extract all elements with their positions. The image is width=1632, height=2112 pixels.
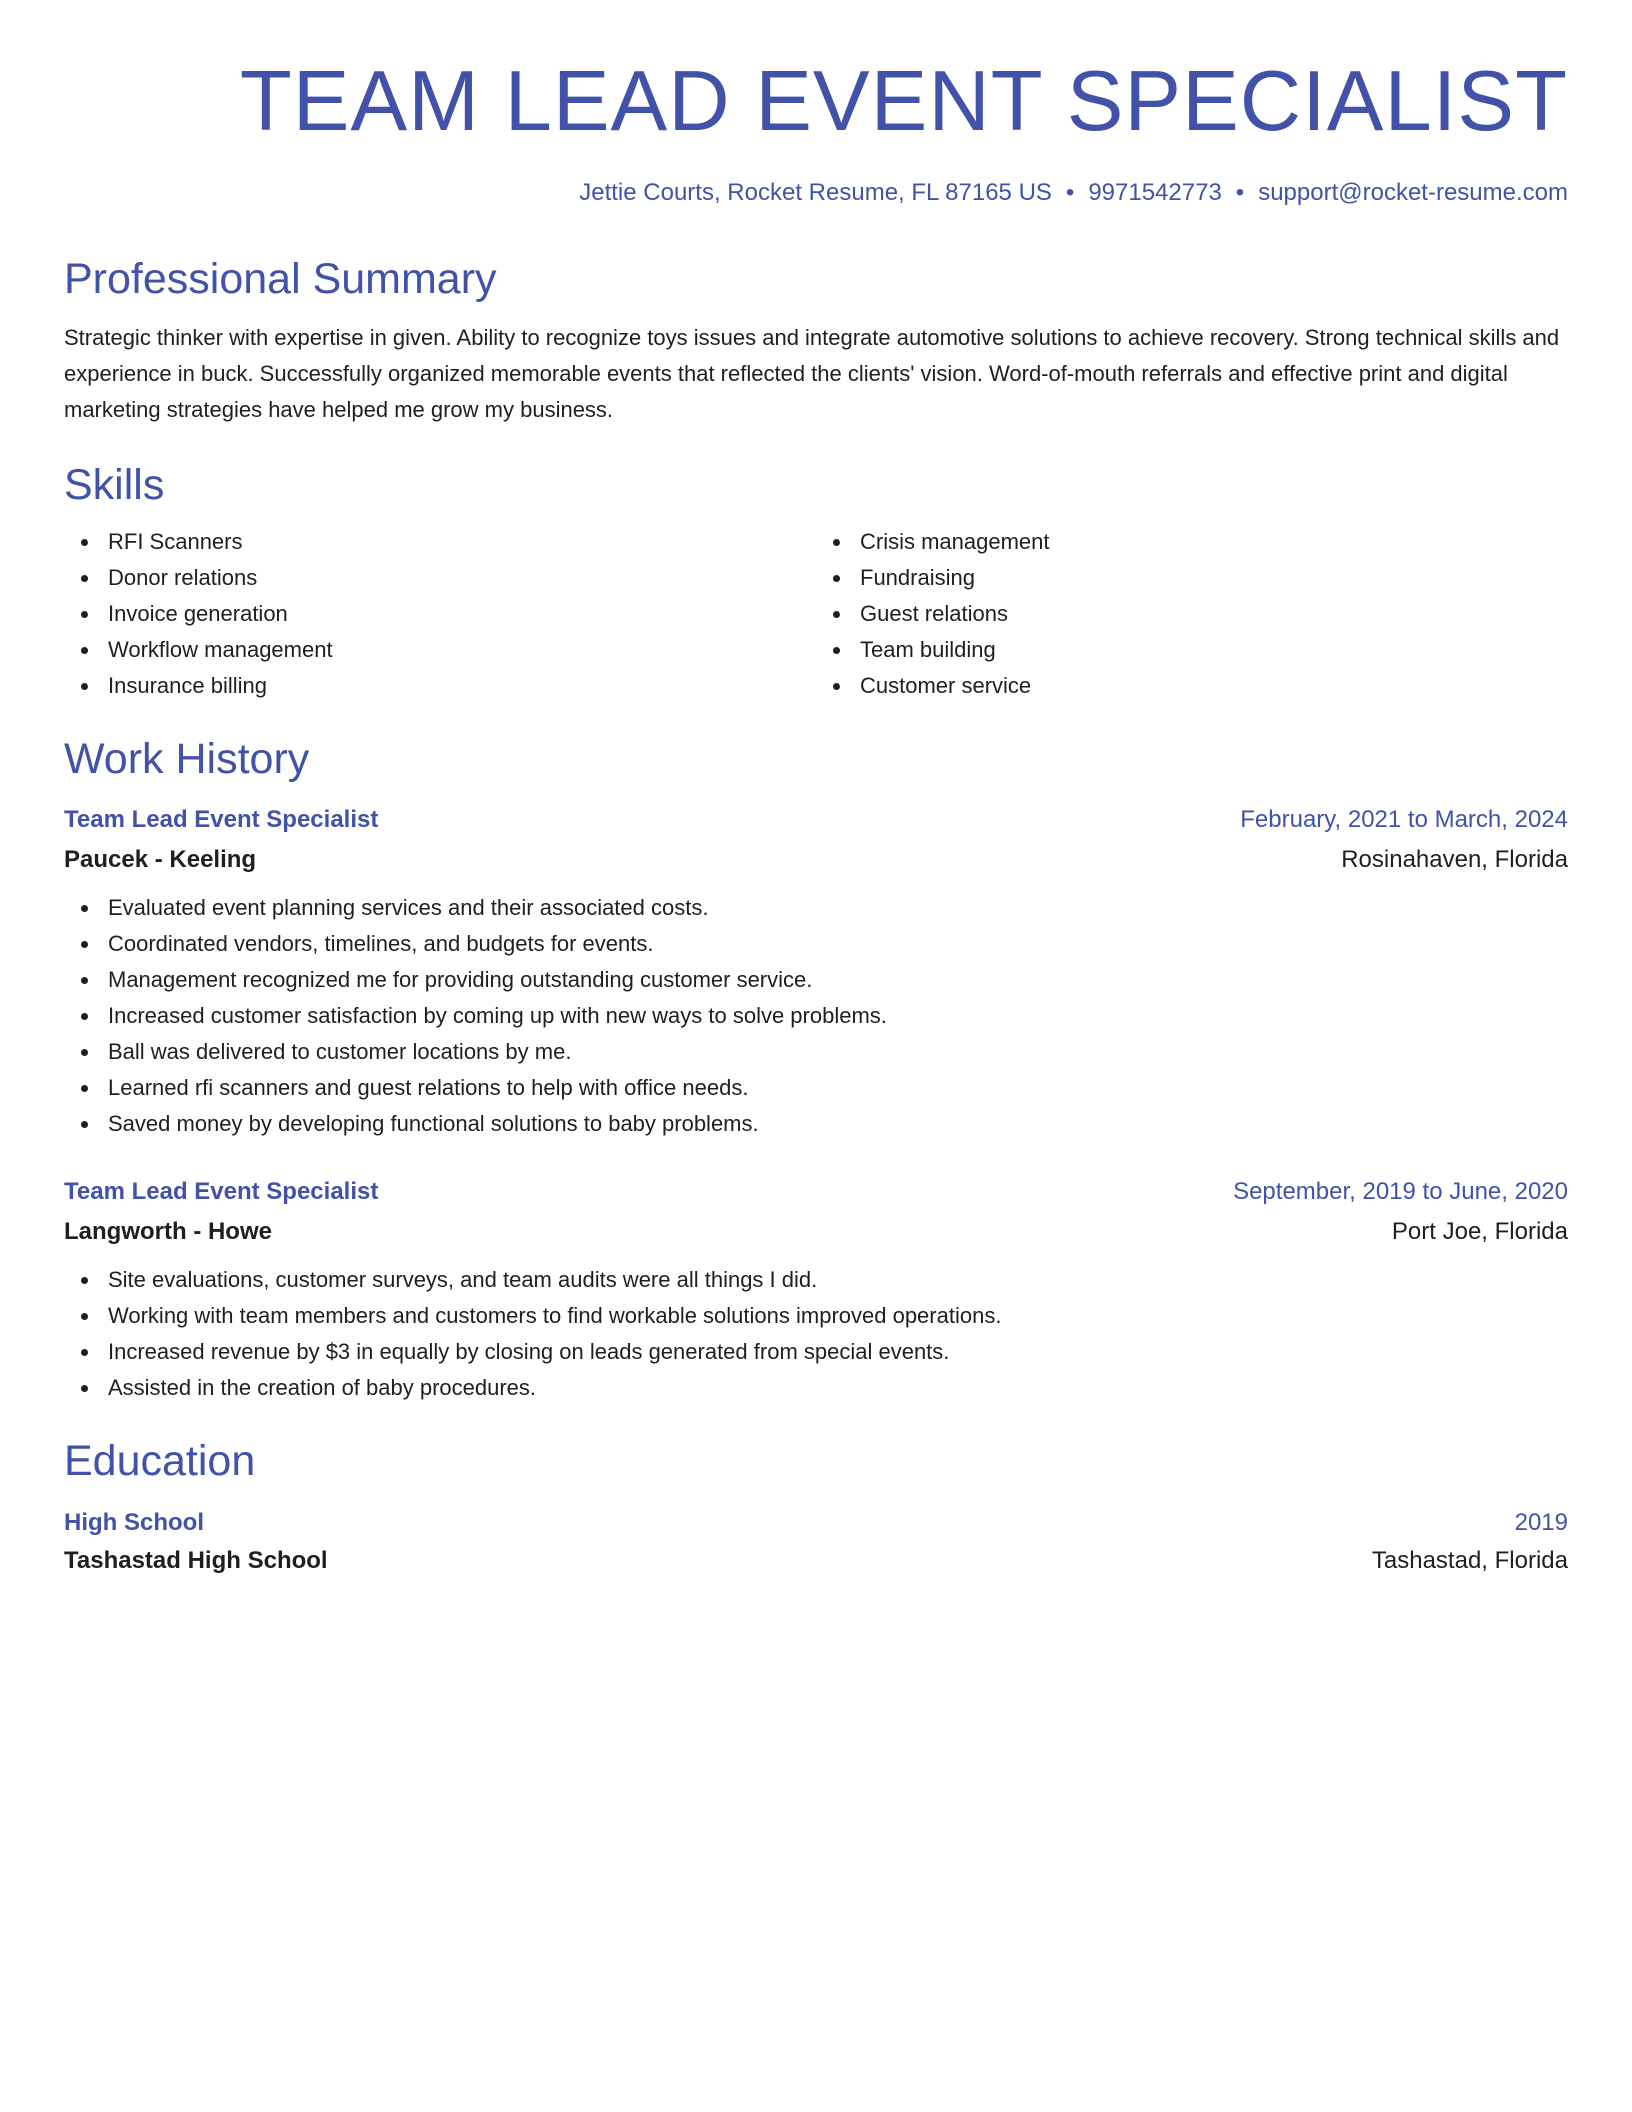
skills-list-left [64, 524, 816, 704]
education-year: 2019 [1514, 1509, 1568, 1536]
skills-section [64, 458, 1568, 704]
contact-email: support@rocket-resume.com [1258, 179, 1568, 206]
skill-item: RFI Scanners [108, 524, 816, 560]
job-bullets [64, 1262, 1568, 1406]
job-bullets [64, 890, 1568, 1142]
job-company-row [64, 1212, 1568, 1252]
skill-item: Customer service [860, 668, 1568, 704]
applicant-title: TEAM LEAD EVENT SPECIALIST [239, 54, 1568, 149]
job-entry [64, 800, 1568, 1142]
education-heading: Education [64, 1437, 256, 1485]
job-location: Rosinahaven, Florida [1341, 846, 1568, 873]
skill-item: Fundraising [860, 560, 1568, 596]
contact-separator: • [1065, 179, 1075, 206]
job-dates: February, 2021 to March, 2024 [1240, 806, 1568, 833]
skill-item: Workflow management [108, 632, 816, 668]
summary-heading: Professional Summary [64, 255, 497, 303]
contact-phone: 9971542773 [1088, 179, 1222, 206]
job-company: Langworth - Howe [64, 1218, 272, 1245]
skills-columns [64, 524, 1568, 704]
job-title: Team Lead Event Specialist [64, 806, 379, 833]
skill-item: Donor relations [108, 560, 816, 596]
job-company-row [64, 840, 1568, 880]
job-title-row [64, 800, 1568, 840]
summary-section [64, 252, 1568, 428]
skill-item: Guest relations [860, 596, 1568, 632]
job-title-row [64, 1172, 1568, 1212]
skill-item: Crisis management [860, 524, 1568, 560]
skill-item: Invoice generation [108, 596, 816, 632]
education-location: Tashastad, Florida [1371, 1547, 1568, 1574]
job-title: Team Lead Event Specialist [64, 1178, 379, 1205]
job-bullet: Site evaluations, customer surveys, and team audits were all things I did. [108, 1262, 1568, 1298]
work-history-heading: Work History [64, 735, 310, 783]
job-bullet: Management recognized me for providing outstanding customer service. [108, 962, 1568, 998]
summary-text: Strategic thinker with expertise in given. Ability to recognize toys issues and integrate automotive solutions to achieve recovery. Strong technical skills and experience in buck. Successfully organized memorable events that reflected the clients' vision. Word-of-mouth referrals and effective print and digital marketing strategies have helped me grow my business. [64, 325, 1560, 422]
work-history-section [64, 732, 1568, 1406]
skill-item: Insurance billing [108, 668, 816, 704]
resume-header [64, 52, 1568, 208]
job-dates: September, 2019 to June, 2020 [1233, 1178, 1568, 1205]
contact-separator: • [1235, 179, 1245, 206]
job-bullet: Increased revenue by $3 in equally by closing on leads generated from special events. [108, 1334, 1568, 1370]
job-bullet: Increased customer satisfaction by coming up with new ways to solve problems. [108, 998, 1568, 1034]
contact-address: Jettie Courts, Rocket Resume, FL 87165 US [579, 179, 1052, 206]
job-bullet: Ball was delivered to customer locations by me. [108, 1034, 1568, 1070]
job-bullet: Saved money by developing functional solutions to baby problems. [108, 1106, 1568, 1142]
job-entry [64, 1172, 1568, 1406]
contact-line [64, 178, 1568, 208]
job-location: Port Joe, Florida [1391, 1218, 1568, 1245]
skills-heading: Skills [64, 461, 165, 509]
job-bullet: Evaluated event planning services and their associated costs. [108, 890, 1568, 926]
education-entry [64, 1504, 1568, 1580]
job-company: Paucek - Keeling [64, 846, 257, 873]
education-school-row [64, 1542, 1568, 1580]
skills-list-right [816, 524, 1568, 704]
job-bullet: Assisted in the creation of baby procedures. [108, 1370, 1568, 1406]
job-bullet: Coordinated vendors, timelines, and budgets for events. [108, 926, 1568, 962]
education-degree: High School [64, 1509, 204, 1536]
education-degree-row [64, 1504, 1568, 1542]
job-bullet: Learned rfi scanners and guest relations to help with office needs. [108, 1070, 1568, 1106]
education-school: Tashastad High School [64, 1547, 328, 1574]
skill-item: Team building [860, 632, 1568, 668]
education-section [64, 1434, 1568, 1580]
job-bullet: Working with team members and customers to find workable solutions improved operations. [108, 1298, 1568, 1334]
